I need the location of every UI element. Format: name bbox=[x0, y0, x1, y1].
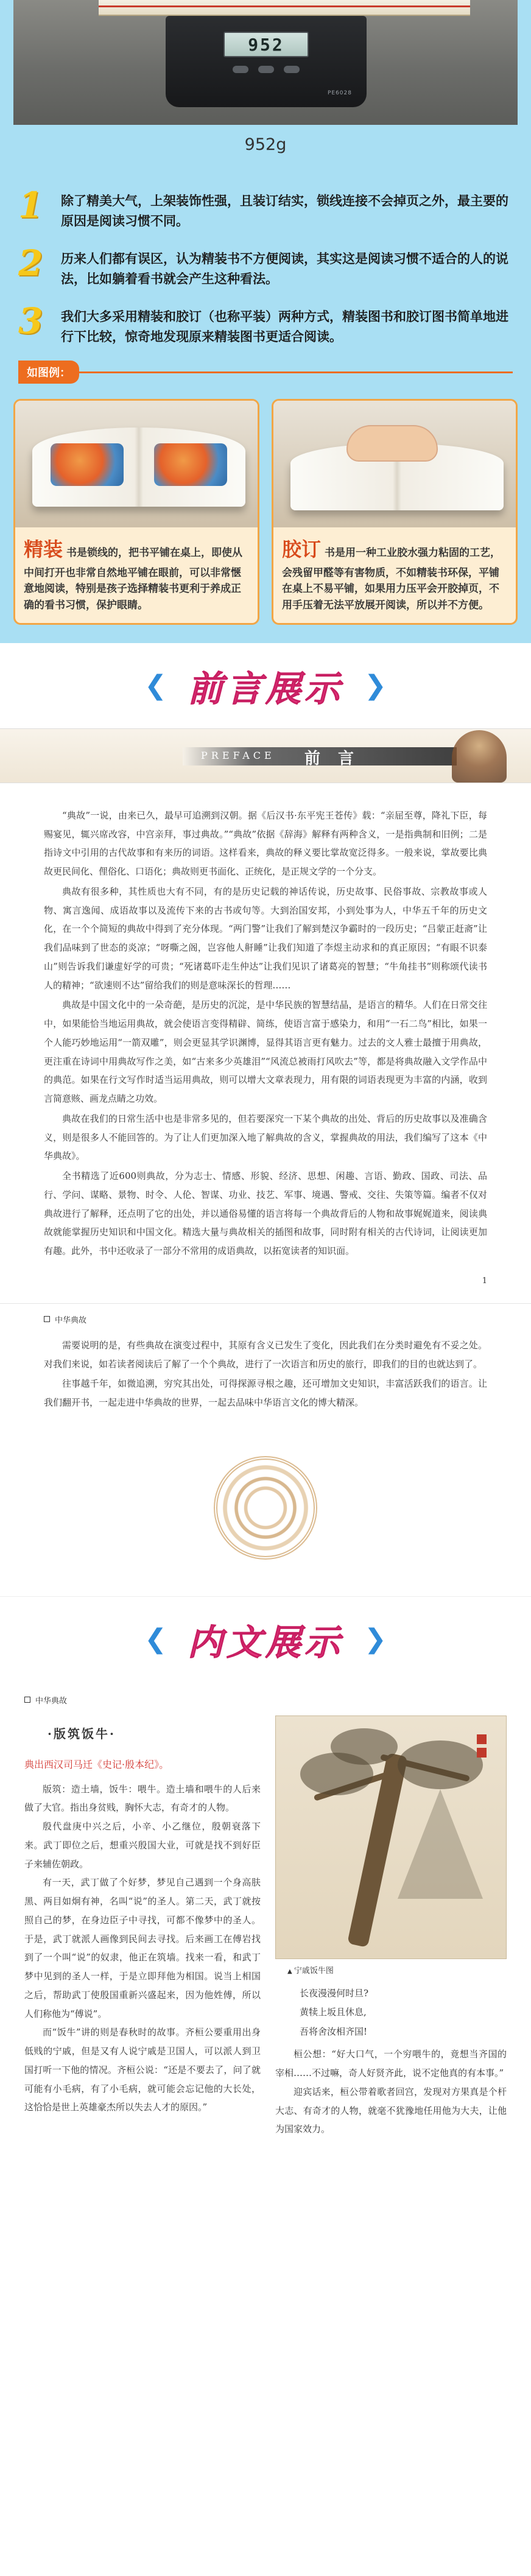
example-tag: 如图例： bbox=[18, 361, 79, 384]
scale-display: 952 bbox=[223, 32, 309, 57]
hardcover-description bbox=[15, 527, 258, 623]
content-page bbox=[0, 1682, 531, 2151]
example-bar bbox=[18, 361, 513, 383]
preface-paragraph: 全书精选了近600则典故，分为志士、情感、形貌、经济、思想、闲趣、言语、勤政、国政、司法、品行、学问、谋略、景物、时令、人伦、智谋、功业、技艺、军事、境遇、警戒、交往、失策等篇。编者不仅对典故进行了解释，还点明了它的出处，并以通俗易懂的语言将每一个典故背后的人物和故事娓娓道来，阅读典故就能掌握历史知识和中国文化。精选大量与典故相关的插图和故事，同时附有相关的古代诗词，让阅读更加有趣。此外，书中还收录了一部分不常用的成语典故，以拓宽读者的知识面。 bbox=[44, 1170, 487, 1257]
article-paragraph: 殷代盘庚中兴之后，小辛、小乙继位，殷朝衰落下来。武丁即位之后，想重兴殷国大业，可就是找不到好臣子来辅佐朝政。 bbox=[24, 1821, 261, 1870]
page-number: 1 bbox=[482, 1276, 487, 1286]
ink-painting bbox=[275, 1716, 507, 1959]
square-icon bbox=[44, 1316, 50, 1322]
feature-text: 除了精美大气，上架装饰性强，且装订结实，锁线连接不会掉页之外，最主要的原因是阅读习惯不同。 bbox=[61, 194, 508, 228]
article-paragraph: 有一天，武丁做了个好梦，梦见自己遇到一个身高肤黑、两目如炯有神，名叫“说”的圣人。第二天，武丁就按照自己的梦，在身边臣子中寻找，可都不像梦中的圣人。于是，武丁就派人画像到民间去寻找。后来画工在傅岩找到了一个叫“说”的奴隶，他正在筑墙。找来一看，和武丁梦中见到的圣人一样，于是立即拜他为相国。说当上相国之后，帮助武丁使殷国重新兴盛起来，因为他姓傅，所以人们称他为“傅说”。 bbox=[24, 1877, 261, 2019]
preface-paragraph: 典故是中国文化中的一朵奇葩，是历史的沉淀，是中华民族的智慧结晶，是语言的精华。人们在日常交往中，如果能恰当地运用典故，就会使语言变得精辟、简练，使语言富于感染力，和用“一石二鸟”相比，如果一个人能巧妙地运用“一箭双雕”，则会更显其学识渊博，显得其语言更有魅力。过去的文人雅士最擅于用典故，更注重在诗词中用典故写作之美，如“古来多少英雄泪”“风流总被雨打风吹去”等，都是将典故融入文学作品中的典范。如果在行文写作时适当运用典故，则可以增大文章表现力，用有限的词语表现更为丰富的内涵，收到言简意赅、画龙点睛之功效。 bbox=[44, 999, 487, 1105]
ornament-section bbox=[0, 1420, 531, 1597]
paperback-text: 书是用一种工业胶水强力粘固的工艺，会残留甲醛等有害物质，不如精装书环保，平铺在桌上不易平铺，如果用力压平会开胶掉页，不用手压着无法平放展开阅读，所以并不方便。 bbox=[282, 547, 501, 611]
article-paragraph: 版筑：造土墙，饭牛：喂牛。造土墙和喂牛的人后来做了大官。指出身贫贱，胸怀大志，有奇才的人物。 bbox=[24, 1783, 261, 1814]
hardcover-text: 书是锁线的，把书平铺在桌上，即使从中间打开也非常自然地平铺在眼前，可以非常惬意地阅读，特别是孩子选择精装书更利于养成正确的看书习惯，保护眼睛。 bbox=[24, 547, 243, 611]
article-left-column bbox=[24, 1716, 261, 2139]
paperback-photo bbox=[273, 401, 516, 527]
book-illustration bbox=[51, 443, 124, 486]
painting-caption: ▲ 宁戚饭牛图 bbox=[287, 1964, 507, 1976]
arrow-left-icon: ❮ bbox=[144, 1624, 167, 1655]
poem-line: 长夜漫漫何时旦? bbox=[300, 1987, 369, 1999]
scale-button bbox=[284, 66, 300, 73]
weight-label: 952g bbox=[244, 135, 287, 154]
scale-button bbox=[258, 66, 274, 73]
preface-header bbox=[0, 728, 531, 783]
seal-icon bbox=[477, 1748, 487, 1758]
running-head bbox=[0, 1304, 531, 1325]
article-paragraph: 迎宾话来，桓公带着歌者回宫，发现对方果真是个杆大志、有奇才的人物，就毫不犹豫地任用他为大夫，让他为国家效力。 bbox=[275, 2086, 507, 2135]
scale-photo bbox=[13, 0, 518, 125]
feature-text: 历来人们都有误区，认为精装书不方便阅读，其实这是阅读习惯不适合的人的说法，比如躺着看书就会产生这种看法。 bbox=[61, 252, 508, 286]
preface-english: PREFACE bbox=[201, 749, 275, 761]
preface-paragraph: “典故”一说，由来已久，最早可追溯到汉朝。据《后汉书·东平宪王苍传》载：“亲屈至尊，降礼下臣，每赐宴见，辄兴席改容，中宫亲拜，事过典故。”“典故”依据《辞海》解释有两种含义，一是指典制和旧例；二是指诗文中引用的古代故事和有来历的词语。这样看来，典故的释义要比掌故宽泛得多。一般来说，掌故要比典故更民间化、俚俗化、口语化；典故则更书面化、正统化，是正规文学的一个分支。 bbox=[44, 809, 487, 878]
example-divider bbox=[78, 371, 513, 373]
preface-banner-title: 前言展示 bbox=[187, 667, 343, 709]
preface-paragraph: 需要说明的是，有些典故在演变过程中，其原有含义已发生了变化，因此我们在分类时避免有不妥之处。对我们来说，如若读者阅读后了解了一个个典故，进行了一次语言和历史的旅行，即我们的目的也就达到了。 bbox=[44, 1339, 487, 1370]
preface-page bbox=[0, 728, 531, 1597]
mountain-shape bbox=[398, 1789, 483, 1899]
binding-comparison bbox=[0, 395, 531, 643]
hardcover-title: 精装 bbox=[24, 538, 63, 561]
content-columns bbox=[24, 1716, 507, 2139]
running-head bbox=[24, 1694, 507, 1706]
feature-number: 2 bbox=[18, 242, 43, 284]
page-divider bbox=[0, 1286, 531, 1304]
preface-body-continued bbox=[0, 1325, 531, 1420]
paperback-title: 胶订 bbox=[282, 538, 322, 561]
page-bottom bbox=[24, 2139, 507, 2151]
article-right-prose bbox=[275, 2045, 507, 2139]
preface-paragraph: 典故有很多种，其性质也大有不同，有的是历史记载的神话传说，历史故事、民俗事故、宗教故事或人物、寓言逸闻、成语故事以及流传下来的古书或句等。大到治国安邦，小到处事为人，中华五千年的历史文化，在一个个简短的典故中得到了充分体现。“两门警”让我们了解到楚汉争霸时的一段历史；“吕蒙正赶斋”让我们品味到了世态的炎凉；“呀嘶之阁，岂容他人鼾睡”让我们知道了李煜主动求和的真正原因；“有眼不识泰山”则告诉我们谦虚好学的可贵；“死诸葛吓走生仲达”让我们见识了诸葛亮的智慧；“牛角挂书”则称颂代读书人的精神；“欲速则不达”留给我们的则是意味深长的哲理…… bbox=[44, 885, 487, 991]
poem bbox=[275, 1984, 507, 2042]
feature-number: 3 bbox=[18, 300, 43, 342]
seal-icon bbox=[477, 1734, 487, 1744]
hardcover-photo bbox=[15, 401, 258, 527]
dragon-medallion-icon bbox=[214, 1456, 317, 1560]
preface-paragraph: 典故在我们的日常生活中也是非常多见的，但若要深究一下某个典故的出处、背后的历史故事以及准确含义，则是很多人不能回答的。为了让人们更加深入地了解典故的含义，掌握典故的用法，我们编写了这本《中华典故》。 bbox=[44, 1113, 487, 1162]
poem-line: 黄犊上坂且休息, bbox=[300, 2007, 367, 2018]
weight-section bbox=[0, 0, 531, 164]
hand-pressing-icon bbox=[346, 425, 438, 462]
arrow-left-icon: ❮ bbox=[144, 670, 167, 702]
article-source: 典出西汉司马迁《史记·殷本纪》。 bbox=[24, 1758, 169, 1770]
preface-chinese: 前 言 bbox=[304, 749, 360, 768]
book-on-scale bbox=[99, 0, 470, 16]
hardcover-card bbox=[13, 399, 259, 625]
sage-figure-icon bbox=[452, 730, 507, 783]
paperback-description bbox=[273, 527, 516, 623]
digital-scale bbox=[166, 16, 367, 107]
feature-item bbox=[18, 185, 513, 231]
preface-body bbox=[0, 783, 531, 1268]
square-icon bbox=[24, 1697, 30, 1703]
feature-item bbox=[18, 300, 513, 347]
running-head-text: 中华典故 bbox=[55, 1315, 87, 1325]
paperback-card bbox=[272, 399, 518, 625]
feature-number: 1 bbox=[18, 185, 43, 226]
article-paragraph: 而“饭牛”讲的则是春秋时的故事。齐桓公要重用出身低贱的宁戚，但是又有人说宁戚是卫国人，可以派人到卫国打听一下他的情况。齐桓公说：“还是不要去了，问了就可能有小毛病，有了小毛病，就可能会忘记他的大长处，这恰恰是世上英雄豪杰所以失去人才的原因。” bbox=[24, 2027, 261, 2113]
scale-button bbox=[233, 66, 248, 73]
book-illustration bbox=[154, 443, 227, 486]
article-right-column bbox=[275, 1716, 507, 2139]
preface-banner bbox=[0, 643, 531, 728]
open-book-flat bbox=[32, 428, 245, 507]
content-banner-title: 内文展示 bbox=[187, 1621, 343, 1663]
article-title: ·版筑饭牛· bbox=[47, 1726, 116, 1741]
running-head-text: 中华典故 bbox=[35, 1696, 68, 1706]
feature-text: 我们大多采用精装和胶订（也称平装）两种方式，精装图书和胶订图书简单地进行下比较，惊奇地发现原来精装图书更适合阅读。 bbox=[61, 309, 508, 344]
foliage bbox=[398, 1740, 483, 1789]
foliage bbox=[331, 1728, 398, 1765]
preface-paragraph: 往事越千年，如微追溯，穷究其出处，可得探源寻根之趣，还可增加文史知识，丰富活跃我们的语言。让我们翻开书，一起走进中华典故的世界，一起去品味中华语言文化的博大精深。 bbox=[44, 1378, 487, 1409]
arrow-right-icon: ❯ bbox=[364, 1624, 387, 1655]
scale-model: PE6028 bbox=[327, 90, 352, 96]
features-section bbox=[0, 164, 531, 395]
content-banner bbox=[0, 1597, 531, 1682]
article-paragraph: 桓公想：“好大口气，一个穷喂牛的，竟想当齐国的宰相……不过嘛，奇人好贤齐此，说不定他真的有本事。” bbox=[275, 2049, 507, 2079]
arrow-right-icon: ❯ bbox=[364, 670, 387, 702]
poem-line: 吾将舍汝相齐国! bbox=[300, 2025, 368, 2037]
feature-item bbox=[18, 242, 513, 289]
